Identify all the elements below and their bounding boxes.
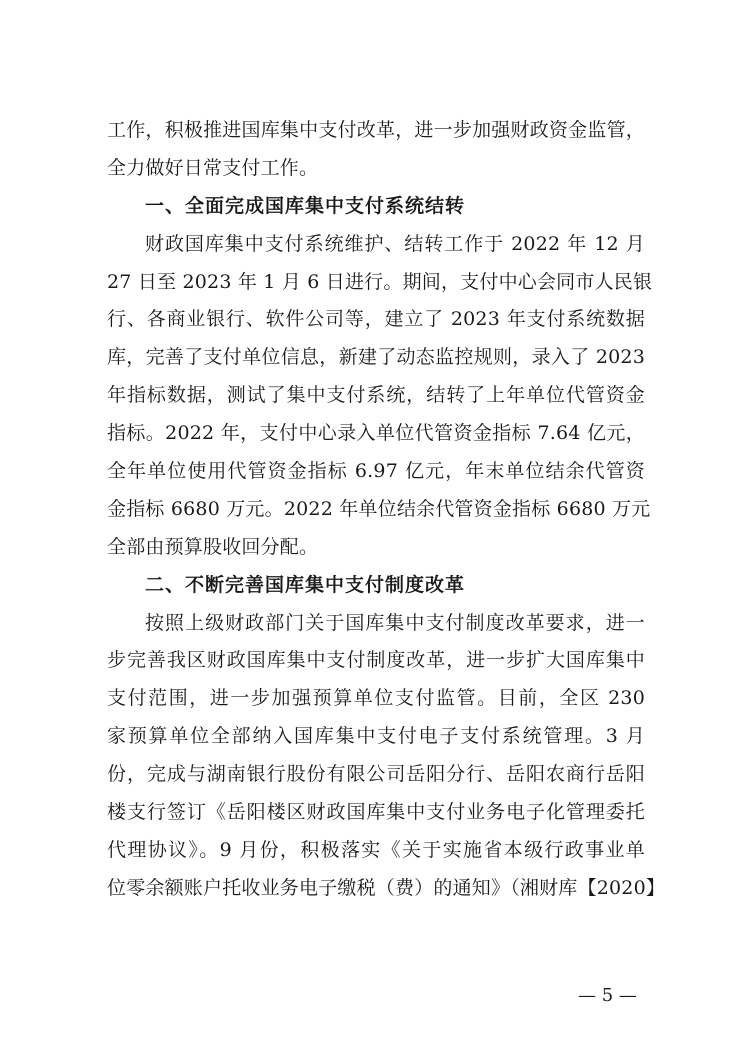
body-line: 全年单位使用代管资金指标 6.97 亿元，年末单位结余代管资 — [107, 460, 645, 483]
body-line: 库，完善了支付单位信息，新建了动态监控规则，录入了 2023 — [107, 346, 645, 369]
body-line: 27 日至 2023 年 1 月 6 日进行。期间，支付中心会同市人民银 — [107, 270, 653, 293]
body-line: 位零余额账户托收业务电子缴税（费）的通知》（湘财库【2020】 — [107, 876, 666, 899]
body-line: 代理协议》。9 月份，积极落实《关于实施省本级行政事业单 — [107, 838, 645, 861]
body-line: 财政国库集中支付系统维护、结转工作于 2022 年 12 月 — [145, 232, 645, 255]
body-line: 指标。2022 年，支付中心录入单位代管资金指标 7.64 亿元， — [107, 422, 645, 445]
body-line: 家预算单位全部纳入国库集中支付电子支付系统管理。3 月 — [107, 725, 645, 748]
section-2-heading: 二、不断完善国库集中支付制度改革 — [145, 573, 466, 596]
body-line: 按照上级财政部门关于国库集中支付制度改革要求，进一 — [145, 611, 645, 634]
document-body — [107, 112, 666, 908]
section-1-heading: 一、全面完成国库集中支付系统结转 — [145, 194, 466, 217]
body-line: 支付范围，进一步加强预算单位支付监管。目前，全区 230 — [107, 687, 645, 710]
body-line: 全力做好日常支付工作。 — [107, 156, 319, 179]
body-line: 楼支行签订《岳阳楼区财政国库集中支付业务电子化管理委托 — [107, 801, 645, 824]
body-line: 步完善我区财政国库集中支付制度改革，进一步扩大国库集中 — [107, 649, 645, 672]
page-number: — 5 — — [578, 985, 637, 1006]
body-line: 金指标 6680 万元。2022 年单位结余代管资金指标 6680 万元 — [107, 497, 651, 520]
body-line: 工作，积极推进国库集中支付改革，进一步加强财政资金监管， — [107, 119, 645, 141]
body-line: 年指标数据，测试了集中支付系统，结转了上年单位代管资金 — [107, 384, 645, 407]
body-line: 全部由预算股收回分配。 — [107, 535, 319, 558]
body-line: 行、各商业银行、软件公司等，建立了 2023 年支付系统数据 — [107, 308, 645, 331]
body-line: 份，完成与湖南银行股份有限公司岳阳分行、岳阳农商行岳阳 — [107, 763, 645, 786]
